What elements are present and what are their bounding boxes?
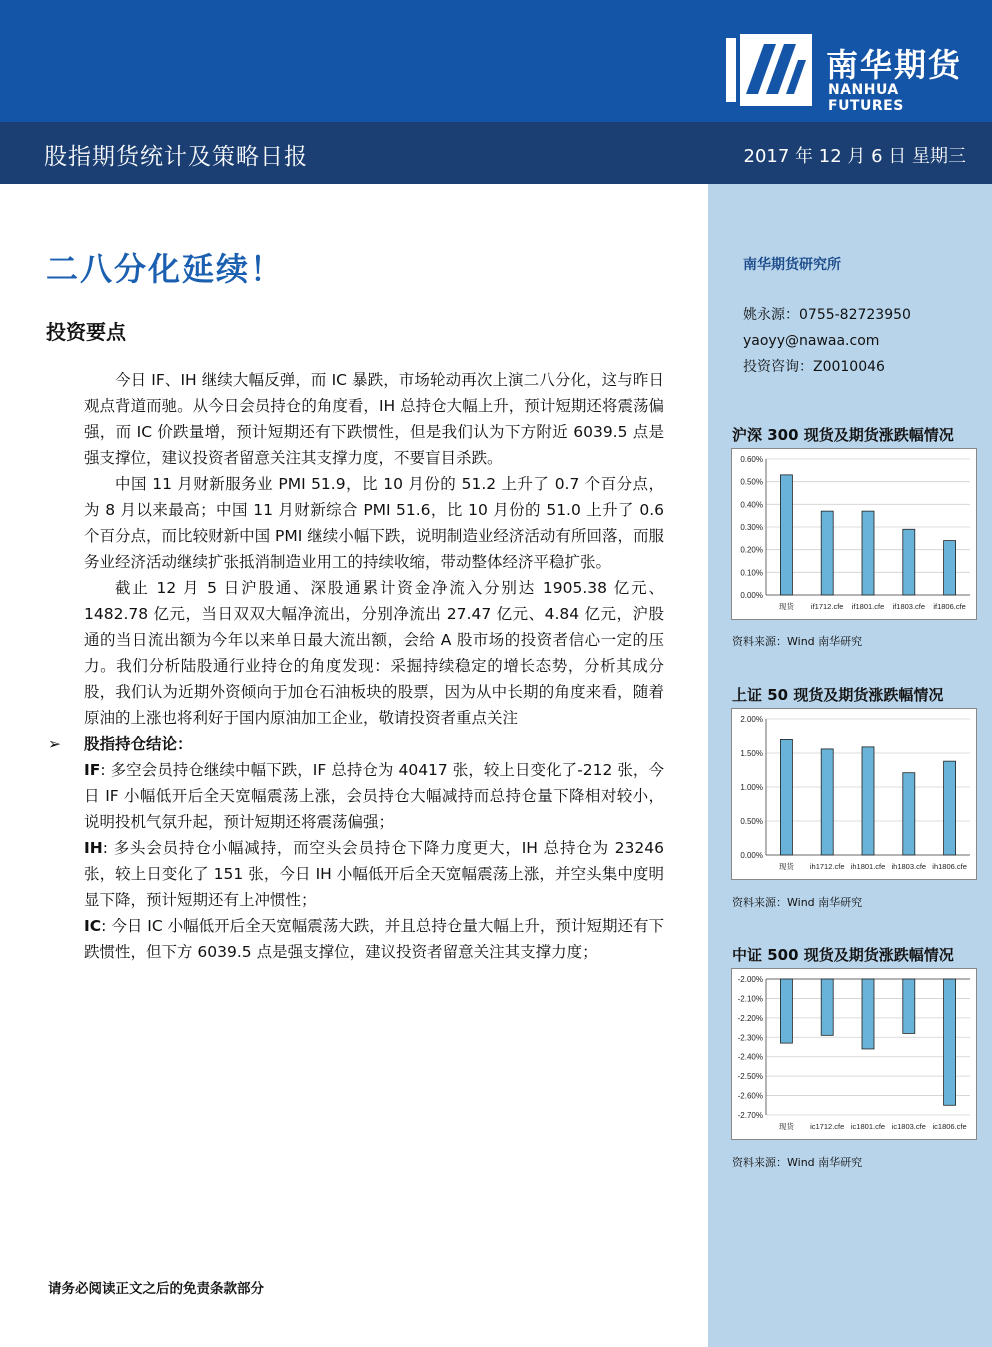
bar — [821, 749, 833, 855]
conclusion-text: : 多头会员持仓小幅减持，而空头会员持仓下降力度更大，IH 总持仓为 23246 张，较上日变化了 151 张，今日 IH 小幅低开后全天宽幅震荡上涨，并空头集中度明显下降，预计短期还有上冲惯性； — [84, 839, 664, 909]
y-tick-label: 1.00% — [740, 783, 763, 792]
x-category-label: ih1806.cfe — [932, 862, 967, 871]
y-tick-label: -2.60% — [737, 1091, 763, 1101]
bar — [862, 979, 874, 1049]
conclusion-text: : 多空会员持仓继续中幅下跌，IF 总持仓为 40417 张，较上日变化了-212 张，今日 IF 小幅低开后全天宽幅震荡上涨，会员持仓大幅减持而总持仓量下降相对较小，说明投机气氛升起，预计短期还将震荡偏强； — [84, 761, 664, 831]
y-tick-label: 0.50% — [740, 817, 763, 826]
chart-sz50 — [731, 708, 977, 880]
bar — [944, 979, 956, 1105]
chart-title-zz500: 中证 500 现货及期货涨跌幅情况 — [732, 946, 954, 964]
conclusion-ih — [84, 835, 664, 913]
bar — [862, 511, 874, 595]
y-tick-label: 0.60% — [740, 455, 763, 464]
conclusion-label: IH — [84, 839, 103, 857]
analyst-name-phone: 姚永源：0755-82723950 — [743, 307, 911, 323]
y-tick-label: -2.20% — [737, 1013, 763, 1023]
bar — [944, 541, 956, 595]
conclusion-label: IF — [84, 761, 101, 779]
x-category-label: ih1803.cfe — [891, 862, 927, 871]
x-category-label: ic1801.cfe — [850, 1122, 886, 1131]
y-tick-label: -2.10% — [737, 994, 763, 1004]
chart-sz50-svg — [732, 709, 976, 879]
x-category-label: 现货 — [778, 862, 794, 871]
chart-title-sz50: 上证 50 现货及期货涨跌幅情况 — [732, 686, 944, 704]
chart-source-sz50: 资料来源：Wind 南华研究 — [732, 896, 863, 909]
research-institute: 南华期货研究所 — [743, 257, 841, 273]
analyst-email: yaoyy@nawaa.com — [743, 333, 880, 349]
company-logo — [726, 34, 976, 114]
analyst-license: 投资咨询：Z0010046 — [743, 359, 885, 375]
y-tick-label: 0.40% — [740, 500, 763, 510]
report-bar — [0, 122, 992, 184]
y-tick-label: 0.20% — [740, 545, 763, 555]
y-tick-label: -2.00% — [737, 975, 763, 984]
chart-source-hs300: 资料来源：Wind 南华研究 — [732, 635, 863, 648]
x-category-label: if1712.cfe — [810, 602, 844, 611]
bar — [780, 979, 792, 1043]
y-tick-label: 0.50% — [740, 477, 763, 487]
y-tick-label: -2.40% — [737, 1052, 763, 1062]
bar — [780, 475, 792, 595]
logo-cn-text: 南华期货 — [826, 46, 963, 84]
y-tick-label: 0.00% — [740, 851, 763, 860]
y-tick-label: 2.00% — [740, 715, 763, 724]
bar — [821, 979, 833, 1035]
conclusion-heading: 股指持仓结论： — [84, 735, 193, 753]
logo-en-text: NANHUA FUTURES — [828, 82, 904, 114]
conclusion-heading-row — [48, 731, 664, 757]
x-category-label: if1801.cfe — [851, 602, 885, 611]
y-tick-label: -2.30% — [737, 1033, 763, 1043]
y-tick-label: 1.50% — [740, 749, 763, 758]
report-name: 股指期货统计及策略日报 — [44, 144, 308, 170]
conclusion-text: : 今日 IC 小幅低开后全天宽幅震荡大跌，并且总持仓量大幅上升，预计短期还有下跌惯性，但下方 6039.5 点是强支撑位，建议投资者留意关注其支撑力度； — [84, 917, 664, 961]
nanhua-logo-icon — [726, 34, 812, 106]
chart-zz500 — [731, 968, 977, 1140]
disclaimer-note: 请务必阅读正文之后的免责条款部分 — [48, 1281, 264, 1297]
bar — [903, 529, 915, 595]
y-tick-label: 0.10% — [740, 568, 763, 578]
paragraph: 今日 IF、IH 继续大幅反弹，而 IC 暴跌，市场轮动再次上演二八分化，这与昨日观点背道而驰。从今日会员持仓的角度看，IH 总持仓大幅上升，预计短期还将震荡偏强，而 IC 价跌量增，预计短期还有下跌惯性，但是我们认为下方附近 6039.5 点是强支撑位，建议投资者留意关注其支撑力度，不要盲目杀跌。 — [84, 371, 664, 467]
y-tick-label: 0.30% — [740, 523, 763, 532]
y-tick-label: -2.50% — [737, 1072, 763, 1082]
arrow-bullet-icon: ➢ — [48, 735, 61, 753]
article-title: 二八分化延续！ — [46, 250, 285, 288]
chart-hs300 — [731, 448, 977, 620]
y-tick-label: -2.70% — [737, 1111, 763, 1120]
chart-zz500-svg — [732, 969, 976, 1139]
header-banner — [0, 0, 992, 122]
x-category-label: ih1712.cfe — [809, 862, 845, 871]
x-category-label: 现货 — [778, 602, 794, 611]
chart-title-hs300: 沪深 300 现货及期货涨跌幅情况 — [732, 426, 954, 444]
conclusion-if — [84, 757, 664, 835]
bar — [862, 747, 874, 855]
x-category-label: ic1806.cfe — [932, 1122, 967, 1131]
section-title: 投资要点 — [46, 320, 126, 344]
bar — [821, 511, 833, 595]
report-date: 2017 年 12 月 6 日 星期三 — [743, 146, 966, 167]
x-category-label: ih1801.cfe — [850, 862, 886, 871]
article-body — [48, 367, 664, 965]
chart-hs300-svg — [732, 449, 976, 619]
x-category-label: if1806.cfe — [933, 602, 966, 611]
x-category-label: ic1712.cfe — [810, 1122, 845, 1131]
bar — [903, 773, 915, 855]
analyst-contact — [743, 302, 911, 380]
paragraph: 截止 12 月 5 日沪股通、深股通累计资金净流入分别达 1905.38 亿元、1482.78 亿元，当日双双大幅净流出，分别净流出 27.47 亿元、4.84 亿元，沪股通的当日流出额为今年以来单日最大流出额，会给 A 股市场的投资者信心一定的压力。我们分析陆股通行业持仓的角度发现：采掘持续稳定的增长态势，分析其成分股，我们认为近期外资倾向于加仓石油板块的股票，因为从中长期的角度来看，随着原油的上涨也将利好于国内原油加工企业，敬请投资者重点关注 — [84, 579, 664, 727]
conclusion-ic — [84, 913, 664, 965]
x-category-label: ic1803.cfe — [891, 1122, 926, 1131]
bar — [903, 979, 915, 1033]
bar — [944, 761, 956, 855]
x-category-label: if1803.cfe — [892, 602, 926, 611]
chart-source-zz500: 资料来源：Wind 南华研究 — [732, 1156, 863, 1169]
x-category-label: 现货 — [778, 1122, 794, 1131]
paragraph: 中国 11 月财新服务业 PMI 51.9，比 10 月份的 51.2 上升了 0.7 个百分点，为 8 月以来最高；中国 11 月财新综合 PMI 51.6，比 10 月份的 51.0 上升了 0.6 个百分点，而比较财新中国 PMI 继续小幅下跌，说明制造业经济活动有所回落，而服务业经济活动继续扩张抵消制造业用工的持续收缩，带动整体经济平稳扩张。 — [84, 475, 664, 571]
y-tick-label: 0.00% — [740, 591, 763, 600]
bar — [780, 739, 792, 855]
conclusion-label: IC — [84, 917, 102, 935]
